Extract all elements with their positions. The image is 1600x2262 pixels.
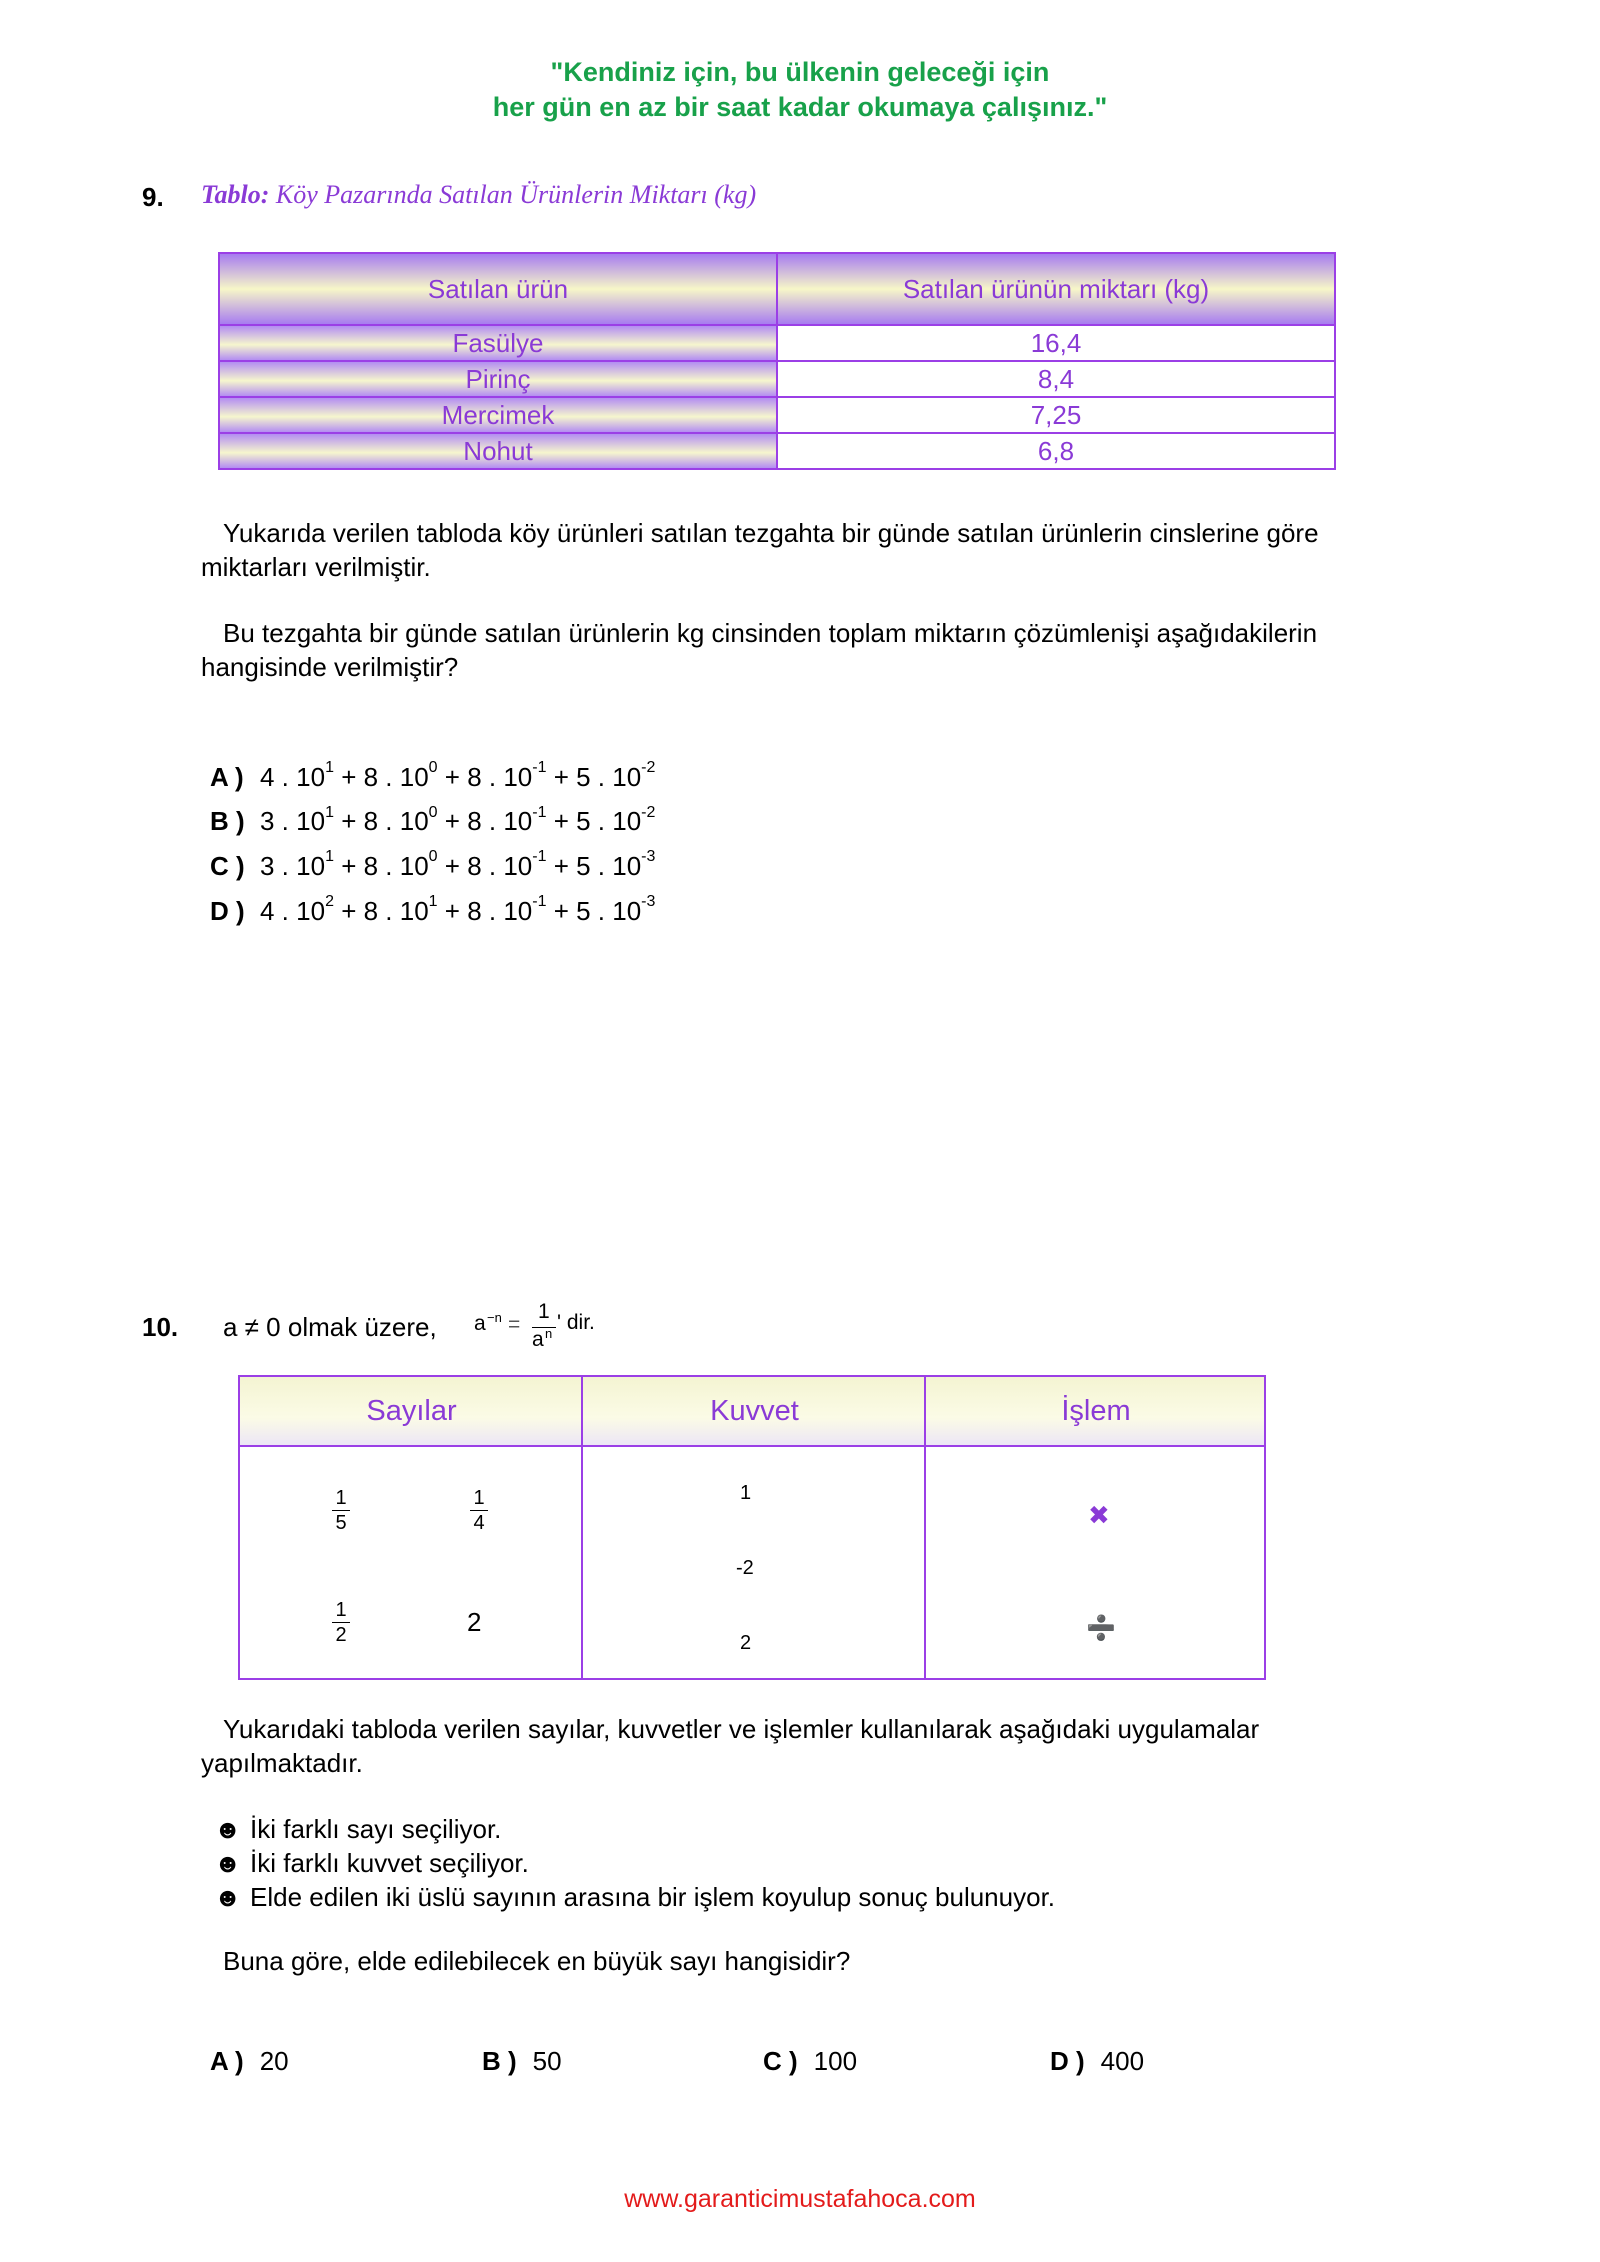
bullet-icon: ☻ — [214, 1848, 242, 1878]
bullet-text: İki farklı sayı seçiliyor. — [250, 1814, 502, 1844]
fraction-one-fifth[interactable] — [326, 1487, 356, 1534]
option-a[interactable] — [210, 752, 655, 797]
option-label: D ) — [210, 895, 245, 926]
power-value[interactable]: 2 — [740, 1632, 752, 1654]
table-header-numbers: Sayılar — [366, 1395, 457, 1427]
q9-para2-line1: Bu tezgahta bir günde satılan ürünlerin kg cinsinden toplam miktarın çözümlenişi aşağıdakilerin — [223, 618, 1318, 648]
fraction-denominator: 5 — [335, 1512, 347, 1534]
option-label: B ) — [210, 806, 245, 837]
table-cell-product: Nohut — [219, 433, 777, 469]
answer-value: 100 — [813, 2046, 858, 2076]
option-d[interactable] — [210, 886, 655, 931]
q10-bullet-list — [214, 1812, 1055, 1914]
quote-line-2: her gün en az bir saat kadar okumaya çalışınız." — [492, 92, 1108, 122]
q9-para1-line2: miktarları verilmiştir. — [201, 552, 431, 582]
table-cell-product: Pirinç — [219, 361, 777, 397]
bullet-text: Elde edilen iki üslü sayının arasına bir işlem koyulup sonuç bulunuyor. — [250, 1882, 1056, 1912]
question-10-number: 10. — [142, 1312, 179, 1342]
option-text: 4 . $10^1 + 8$ . $10^0 + 8$ . $10^{-1} + 5$ . $10^{-2}$ — [260, 759, 656, 792]
answer-label: B ) — [482, 2046, 517, 2076]
caption-label: Tablo: — [201, 180, 270, 209]
negative-exponent-formula — [474, 1300, 614, 1356]
fraction-denominator: 2 — [335, 1624, 347, 1646]
formula-equals: = — [508, 1313, 521, 1336]
bullet-icon: ☻ — [214, 1882, 242, 1912]
caption-text: Köy Pazarında Satılan Ürünlerin Miktarı (kg) — [275, 180, 757, 209]
formula-den-exponent: n — [545, 1326, 553, 1341]
formula-exponent: −n — [487, 1310, 502, 1325]
q9-paragraph-2 — [201, 616, 1317, 684]
table-cell-amount: 16,4 — [777, 325, 1335, 361]
answer-label: A ) — [210, 2046, 244, 2076]
q9-para2-line2: hangisinde verilmiştir? — [201, 652, 459, 682]
q10-intro: a ≠ 0 olmak üzere, — [223, 1312, 437, 1342]
fraction-bar — [332, 1510, 350, 1511]
q9-paragraph-1 — [201, 516, 1319, 584]
table-cell-product: Fasülye — [219, 325, 777, 361]
fraction-bar — [470, 1510, 488, 1511]
option-c[interactable] — [210, 841, 655, 886]
table-caption — [201, 180, 756, 210]
footer-website-link[interactable]: www.garanticimustafahoca.com — [624, 2185, 976, 2213]
answer-value: 400 — [1100, 2046, 1145, 2076]
bullet-text: İki farklı kuvvet seçiliyor. — [250, 1848, 529, 1878]
fraction-numerator: 1 — [473, 1487, 485, 1509]
bullet-item — [214, 1880, 1055, 1914]
option-label: C ) — [210, 850, 245, 881]
q10-paragraph — [201, 1712, 1259, 1780]
bullet-item — [214, 1846, 1055, 1880]
option-label: A ) — [210, 761, 244, 792]
multiply-icon[interactable]: ✖ — [1088, 1500, 1110, 1530]
q9-para1-line1: Yukarıda verilen tabloda köy ürünleri satılan tezgahta bir günde satılan ürünlerin cinslerine göre — [223, 518, 1319, 548]
table-header-product: Satılan ürün — [219, 253, 777, 325]
fraction-one-half[interactable] — [326, 1599, 356, 1646]
fraction-bar — [332, 1622, 350, 1623]
answer-d[interactable] — [1050, 2046, 1144, 2077]
option-b[interactable] — [210, 797, 655, 842]
fraction-one-fourth[interactable] — [464, 1487, 494, 1534]
products-table — [218, 252, 1336, 470]
answer-c[interactable] — [763, 2046, 857, 2077]
formula-denominator: a — [532, 1328, 544, 1351]
table-cell-amount: 6,8 — [777, 433, 1335, 469]
option-text: 3 . $10^1 + 8$ . $10^0 + 8$ . $10^{-1} + 5$ . $10^{-3}$ — [260, 848, 656, 881]
quote-line-1: "Kendiniz için, bu ülkenin geleceği için — [550, 57, 1050, 87]
q10-para1-line1: Yukarıdaki tabloda verilen sayılar, kuvvetler ve işlemler kullanılarak aşağıdaki uygulamalar — [223, 1714, 1260, 1744]
fraction-numerator: 1 — [335, 1487, 347, 1509]
question-9-number: 9. — [142, 182, 164, 212]
table-cell-amount: 7,25 — [777, 397, 1335, 433]
power-value[interactable]: 1 — [740, 1482, 752, 1504]
formula-suffix: ' dir. — [557, 1311, 595, 1334]
power-value[interactable]: -2 — [736, 1557, 754, 1579]
answer-b[interactable] — [482, 2046, 562, 2077]
table-header-operations: İşlem — [1061, 1395, 1131, 1427]
numbers-powers-operations-table — [238, 1375, 1266, 1680]
q10-question: Buna göre, elde edilebilecek en büyük sayı hangisidir? — [223, 1946, 851, 1976]
answer-value: 50 — [532, 2046, 562, 2076]
q10-para1-line2: yapılmaktadır. — [201, 1748, 363, 1778]
bullet-icon: ☻ — [214, 1814, 242, 1844]
table-cell-amount: 8,4 — [777, 361, 1335, 397]
header-quote — [0, 55, 1600, 125]
answer-label: C ) — [763, 2046, 798, 2076]
divide-icon[interactable]: ➗ — [1086, 1615, 1116, 1642]
answer-a[interactable] — [210, 2046, 289, 2077]
number-two[interactable]: 2 — [467, 1607, 482, 1637]
answer-value: 20 — [259, 2046, 289, 2076]
fraction-numerator: 1 — [335, 1599, 347, 1621]
bullet-item — [214, 1812, 1055, 1846]
table-header-powers: Kuvvet — [710, 1395, 799, 1427]
table-header-amount: Satılan ürünün miktarı (kg) — [777, 253, 1335, 325]
option-text: 4 . $10^2 + 8$ . $10^1 + 8$ . $10^{-1} + 5$ . $10^{-3}$ — [260, 892, 656, 926]
q9-options — [210, 752, 655, 931]
fraction-denominator: 4 — [473, 1512, 485, 1534]
option-text: 3 . $10^1 + 8$ . $10^0 + 8$ . $10^{-1} + 5$ . $10^{-2}$ — [260, 803, 656, 837]
table-cell-product: Mercimek — [219, 397, 777, 433]
formula-numerator: 1 — [538, 1300, 550, 1323]
answer-label: D ) — [1050, 2046, 1085, 2076]
formula-base: a — [474, 1312, 486, 1335]
